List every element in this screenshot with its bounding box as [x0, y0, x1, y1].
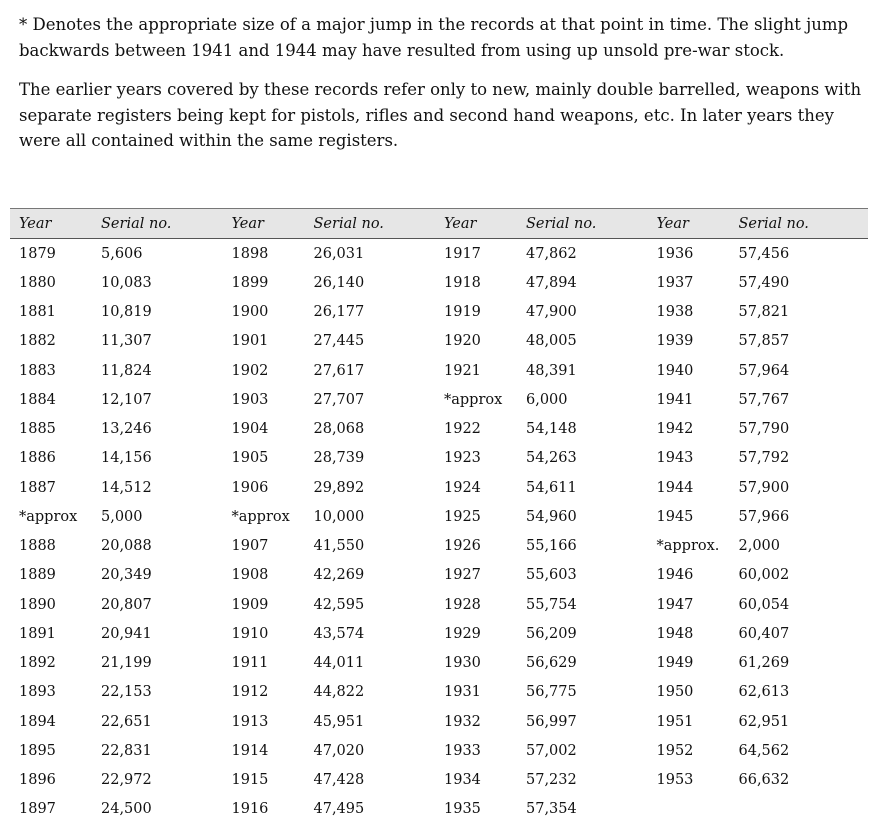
- year-cell: 1885: [10, 415, 92, 444]
- year-cell: 1951: [648, 707, 730, 736]
- serial-cell: 57,002: [517, 736, 648, 765]
- year-cell: 1927: [435, 561, 517, 590]
- year-cell: 1899: [223, 268, 305, 297]
- year-cell: 1941: [648, 385, 730, 414]
- serial-cell: 55,603: [517, 561, 648, 590]
- table-row: [10, 298, 868, 327]
- serial-cell: 57,232: [517, 766, 648, 795]
- serial-cell: 20,807: [92, 590, 223, 619]
- serial-cell: 57,490: [730, 268, 869, 297]
- serial-column-header: Serial no.: [730, 209, 869, 239]
- serial-cell: 20,941: [92, 619, 223, 648]
- year-cell: 1937: [648, 268, 730, 297]
- serial-cell: 27,617: [305, 356, 436, 385]
- serial-cell: 10,819: [92, 298, 223, 327]
- year-cell: 1933: [435, 736, 517, 765]
- table-row: [10, 649, 868, 678]
- serial-cell: 55,166: [517, 532, 648, 561]
- serial-cell: 47,900: [517, 298, 648, 327]
- table-body: [10, 239, 868, 824]
- year-cell: 1910: [223, 619, 305, 648]
- year-cell: 1887: [10, 473, 92, 502]
- year-column-header: Year: [223, 209, 305, 239]
- serial-cell: 27,445: [305, 327, 436, 356]
- table-row: [10, 473, 868, 502]
- serial-cell: 54,148: [517, 415, 648, 444]
- serial-cell: 57,900: [730, 473, 869, 502]
- serial-column-header: Serial no.: [517, 209, 648, 239]
- table-row: [10, 502, 868, 531]
- serial-cell: 26,177: [305, 298, 436, 327]
- serial-cell: 57,354: [517, 795, 648, 824]
- serial-cell: 22,153: [92, 678, 223, 707]
- table-row: [10, 444, 868, 473]
- table-row: [10, 356, 868, 385]
- footnote-paragraph: * Denotes the appropriate size of a major jump in the records at that point in time. The slight jump backwards between 1941 and 1944 may have resulted from using up unsold pre-war stock.: [19, 12, 865, 63]
- serial-cell: 10,083: [92, 268, 223, 297]
- year-cell: 1947: [648, 590, 730, 619]
- serial-cell: 27,707: [305, 385, 436, 414]
- serial-cell: 26,140: [305, 268, 436, 297]
- year-cell: 1944: [648, 473, 730, 502]
- serial-cell: 13,246: [92, 415, 223, 444]
- serial-cell: 60,054: [730, 590, 869, 619]
- serial-cell: 56,629: [517, 649, 648, 678]
- year-cell: 1917: [435, 239, 517, 269]
- year-cell: 1921: [435, 356, 517, 385]
- serial-cell: 56,775: [517, 678, 648, 707]
- year-cell: 1894: [10, 707, 92, 736]
- serial-cell: 60,002: [730, 561, 869, 590]
- year-cell: 1914: [223, 736, 305, 765]
- table-row: [10, 766, 868, 795]
- year-cell: 1883: [10, 356, 92, 385]
- table-row: [10, 561, 868, 590]
- year-cell: 1886: [10, 444, 92, 473]
- year-column-header: Year: [648, 209, 730, 239]
- year-cell: 1904: [223, 415, 305, 444]
- serial-cell: 21,199: [92, 649, 223, 678]
- table-header-row: [10, 209, 868, 239]
- year-cell: 1918: [435, 268, 517, 297]
- year-cell: 1906: [223, 473, 305, 502]
- serial-cell: 44,011: [305, 649, 436, 678]
- year-cell: 1919: [435, 298, 517, 327]
- year-cell: 1923: [435, 444, 517, 473]
- serial-cell: 64,562: [730, 736, 869, 765]
- serial-cell: 57,767: [730, 385, 869, 414]
- year-cell: 1943: [648, 444, 730, 473]
- serial-cell: 60,407: [730, 619, 869, 648]
- serial-cell: 54,960: [517, 502, 648, 531]
- serial-cell: 42,269: [305, 561, 436, 590]
- serial-cell: 14,512: [92, 473, 223, 502]
- serial-cell: 62,951: [730, 707, 869, 736]
- serial-cell: 22,651: [92, 707, 223, 736]
- year-cell: 1925: [435, 502, 517, 531]
- year-cell: 1934: [435, 766, 517, 795]
- serial-cell: 48,391: [517, 356, 648, 385]
- year-cell: 1920: [435, 327, 517, 356]
- serial-cell: 47,020: [305, 736, 436, 765]
- serial-cell: 41,550: [305, 532, 436, 561]
- table-row: [10, 385, 868, 414]
- serial-cell: 5,606: [92, 239, 223, 269]
- year-cell: 1901: [223, 327, 305, 356]
- year-cell: 1908: [223, 561, 305, 590]
- serial-cell: 57,792: [730, 444, 869, 473]
- year-cell: 1926: [435, 532, 517, 561]
- serial-cell: 5,000: [92, 502, 223, 531]
- serial-cell: 20,088: [92, 532, 223, 561]
- year-cell: 1903: [223, 385, 305, 414]
- serial-cell: 45,951: [305, 707, 436, 736]
- serial-cell: 24,500: [92, 795, 223, 824]
- year-column-header: Year: [435, 209, 517, 239]
- serial-cell: 57,857: [730, 327, 869, 356]
- serial-cell: 66,632: [730, 766, 869, 795]
- serial-cell: 20,349: [92, 561, 223, 590]
- table-row: [10, 619, 868, 648]
- table-row: [10, 268, 868, 297]
- table-row: [10, 707, 868, 736]
- year-cell: *approx: [223, 502, 305, 531]
- year-cell: 1913: [223, 707, 305, 736]
- year-cell: 1902: [223, 356, 305, 385]
- serial-column-header: Serial no.: [92, 209, 223, 239]
- serial-cell: 22,831: [92, 736, 223, 765]
- year-cell: 1895: [10, 736, 92, 765]
- year-cell: 1905: [223, 444, 305, 473]
- serial-cell: 57,821: [730, 298, 869, 327]
- year-cell: 1953: [648, 766, 730, 795]
- serial-cell: 2,000: [730, 532, 869, 561]
- register-note-paragraph: The earlier years covered by these records refer only to new, mainly double barrelled, weapons with separate registers being kept for pistols, rifles and second hand weapons, etc. In later years they were all contained within the same registers.: [19, 77, 865, 154]
- year-cell: 1890: [10, 590, 92, 619]
- year-cell: 1924: [435, 473, 517, 502]
- year-cell: 1916: [223, 795, 305, 824]
- serial-cell: 14,156: [92, 444, 223, 473]
- year-cell: 1897: [10, 795, 92, 824]
- table-row: [10, 415, 868, 444]
- serial-cell: 28,739: [305, 444, 436, 473]
- year-cell: 1936: [648, 239, 730, 269]
- year-cell: 1938: [648, 298, 730, 327]
- table-row: [10, 678, 868, 707]
- year-cell: 1932: [435, 707, 517, 736]
- serial-cell: 55,754: [517, 590, 648, 619]
- year-cell: 1931: [435, 678, 517, 707]
- serial-cell: 54,263: [517, 444, 648, 473]
- serial-cell: 61,269: [730, 649, 869, 678]
- year-cell: 1928: [435, 590, 517, 619]
- year-column-header: Year: [10, 209, 92, 239]
- year-cell: 1946: [648, 561, 730, 590]
- serial-cell: 62,613: [730, 678, 869, 707]
- serial-cell: 57,964: [730, 356, 869, 385]
- year-cell: 1881: [10, 298, 92, 327]
- serial-cell: 44,822: [305, 678, 436, 707]
- serial-cell: 11,307: [92, 327, 223, 356]
- serial-cell: 54,611: [517, 473, 648, 502]
- year-cell: 1888: [10, 532, 92, 561]
- year-cell: 1935: [435, 795, 517, 824]
- serial-cell: 47,428: [305, 766, 436, 795]
- year-cell: 1898: [223, 239, 305, 269]
- year-cell: 1892: [10, 649, 92, 678]
- year-cell: 1930: [435, 649, 517, 678]
- year-cell: 1900: [223, 298, 305, 327]
- serial-cell: 57,456: [730, 239, 869, 269]
- year-cell: 1896: [10, 766, 92, 795]
- year-cell: 1952: [648, 736, 730, 765]
- year-cell: 1939: [648, 327, 730, 356]
- serial-cell: 48,005: [517, 327, 648, 356]
- serial-number-table: [10, 208, 868, 824]
- serial-cell: 28,068: [305, 415, 436, 444]
- year-cell: 1949: [648, 649, 730, 678]
- year-cell: 1889: [10, 561, 92, 590]
- year-cell: 1948: [648, 619, 730, 648]
- year-cell: *approx: [435, 385, 517, 414]
- table-row: [10, 239, 868, 269]
- year-cell: 1950: [648, 678, 730, 707]
- serial-cell: 6,000: [517, 385, 648, 414]
- serial-cell: 47,894: [517, 268, 648, 297]
- serial-cell: 10,000: [305, 502, 436, 531]
- serial-cell: 29,892: [305, 473, 436, 502]
- table-row: [10, 590, 868, 619]
- year-cell: 1909: [223, 590, 305, 619]
- year-cell: 1922: [435, 415, 517, 444]
- serial-cell: 47,862: [517, 239, 648, 269]
- year-cell: 1880: [10, 268, 92, 297]
- year-cell: *approx.: [648, 532, 730, 561]
- year-cell: 1911: [223, 649, 305, 678]
- year-cell: 1907: [223, 532, 305, 561]
- year-cell: 1945: [648, 502, 730, 531]
- year-cell: *approx: [10, 502, 92, 531]
- serial-cell: 56,209: [517, 619, 648, 648]
- serial-cell: 47,495: [305, 795, 436, 824]
- serial-cell: 42,595: [305, 590, 436, 619]
- serial-cell: 11,824: [92, 356, 223, 385]
- serial-cell: 26,031: [305, 239, 436, 269]
- year-cell: 1929: [435, 619, 517, 648]
- table-row: [10, 736, 868, 765]
- year-cell: 1882: [10, 327, 92, 356]
- year-cell: 1940: [648, 356, 730, 385]
- year-cell: 1879: [10, 239, 92, 269]
- serial-cell: 57,966: [730, 502, 869, 531]
- serial-cell: 57,790: [730, 415, 869, 444]
- serial-cell: 43,574: [305, 619, 436, 648]
- serial-column-header: Serial no.: [305, 209, 436, 239]
- serial-cell: 12,107: [92, 385, 223, 414]
- year-cell: 1884: [10, 385, 92, 414]
- year-cell: 1915: [223, 766, 305, 795]
- year-cell: 1891: [10, 619, 92, 648]
- year-cell: 1912: [223, 678, 305, 707]
- serial-cell: 22,972: [92, 766, 223, 795]
- table-row: [10, 532, 868, 561]
- table-row: [10, 327, 868, 356]
- year-cell: 1942: [648, 415, 730, 444]
- serial-cell: 56,997: [517, 707, 648, 736]
- year-cell: 1893: [10, 678, 92, 707]
